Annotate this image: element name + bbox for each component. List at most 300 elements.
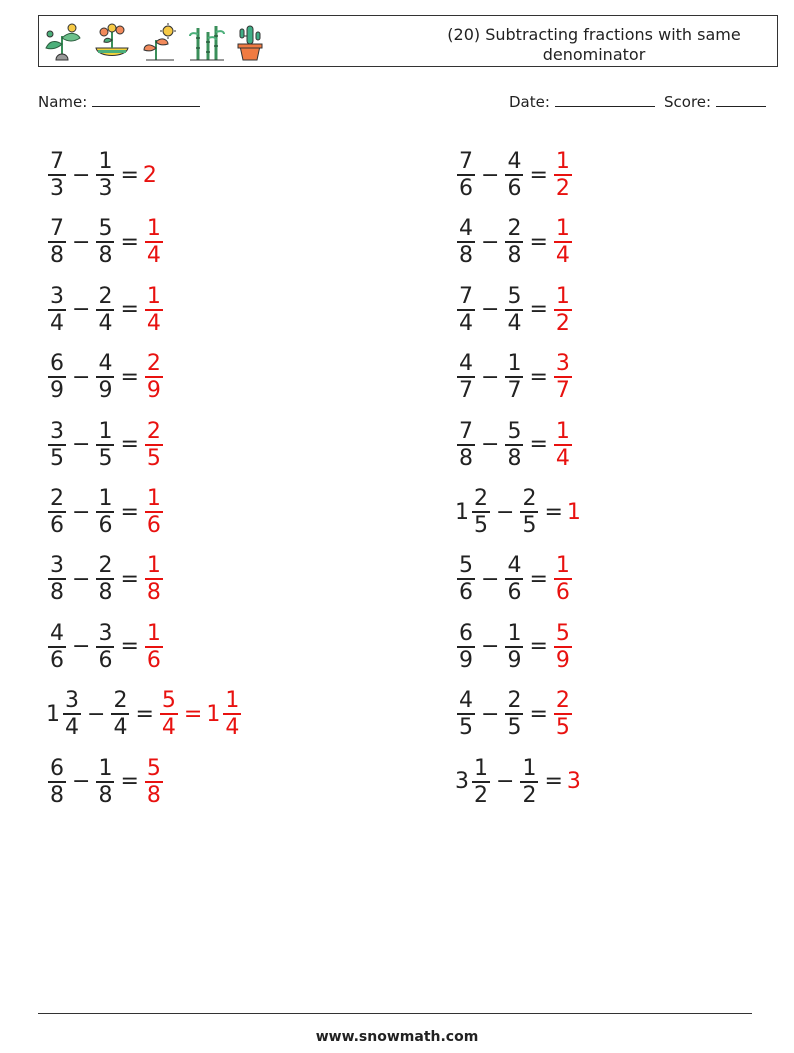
problem — [455, 347, 574, 407]
name-blank[interactable] — [92, 92, 200, 107]
header-icons — [42, 20, 270, 64]
operand-term — [455, 688, 477, 740]
numerator: 5 — [507, 418, 522, 444]
answer-term — [552, 149, 574, 201]
fraction — [145, 486, 163, 538]
denominator: 4 — [507, 310, 522, 336]
numerator: 5 — [459, 553, 473, 579]
problem — [46, 347, 165, 407]
numerator: 2 — [113, 688, 128, 714]
fraction — [457, 688, 475, 740]
minus-sign: − — [72, 634, 91, 660]
minus-sign: − — [481, 162, 500, 188]
problem — [455, 684, 574, 744]
denominator: 8 — [98, 243, 113, 269]
numerator: 2 — [555, 688, 570, 714]
fraction — [145, 621, 163, 673]
whole-number: 2 — [142, 162, 157, 188]
fraction — [457, 419, 475, 471]
operand-term — [94, 284, 116, 336]
flower-bowl-icon — [90, 22, 134, 62]
operand-term — [455, 284, 477, 336]
denominator: 6 — [459, 580, 473, 606]
answer-term — [143, 621, 165, 673]
fraction — [223, 688, 241, 740]
fraction — [457, 149, 475, 201]
operand-term — [94, 621, 116, 673]
problem — [455, 145, 574, 205]
numerator: 4 — [459, 216, 473, 242]
denominator: 7 — [555, 378, 570, 404]
denominator: 4 — [50, 310, 64, 336]
fraction — [96, 149, 114, 201]
fraction — [472, 756, 490, 808]
fraction — [48, 419, 66, 471]
minus-sign: − — [496, 499, 515, 525]
denominator: 5 — [507, 715, 522, 741]
operand-term — [518, 756, 540, 808]
denominator: 9 — [50, 378, 64, 404]
minus-sign: − — [481, 566, 500, 592]
fraction — [48, 284, 66, 336]
denominator: 3 — [50, 176, 64, 201]
fraction — [554, 284, 572, 336]
whole-number: 1 — [566, 499, 581, 525]
equals-sign: = — [544, 499, 563, 525]
answer-term — [552, 419, 574, 471]
equals-sign: = — [183, 701, 203, 727]
minus-sign: − — [72, 364, 91, 390]
denominator: 6 — [507, 176, 522, 201]
minus-sign: − — [72, 499, 91, 525]
fraction — [96, 553, 114, 605]
operand-term — [46, 149, 68, 201]
numerator: 1 — [98, 149, 113, 174]
numerator: 5 — [555, 620, 570, 646]
fraction — [48, 756, 66, 808]
numerator: 7 — [459, 283, 473, 309]
denominator: 9 — [146, 378, 161, 404]
numerator: 1 — [225, 688, 240, 714]
numerator: 7 — [50, 149, 64, 174]
operand-term — [46, 621, 68, 673]
problem — [455, 549, 574, 609]
equals-sign: = — [529, 432, 548, 458]
numerator: 1 — [555, 216, 570, 242]
numerator: 5 — [161, 688, 176, 714]
numerator: 4 — [50, 620, 64, 646]
operand-term — [503, 688, 525, 740]
whole-number: 1 — [46, 701, 60, 727]
fraction — [48, 351, 66, 403]
numerator: 1 — [146, 216, 161, 242]
numerator: 3 — [50, 418, 64, 444]
denominator: 4 — [146, 243, 161, 269]
numerator: 1 — [98, 755, 113, 781]
answer-term — [143, 756, 165, 808]
denominator: 8 — [507, 445, 522, 471]
worksheet-header — [38, 15, 778, 67]
operand-term — [46, 284, 68, 336]
fraction — [554, 621, 572, 673]
numerator: 1 — [555, 418, 570, 444]
fraction — [505, 419, 523, 471]
numerator: 3 — [555, 351, 570, 377]
problem — [46, 280, 165, 340]
operand-term — [503, 419, 525, 471]
denominator: 6 — [146, 513, 161, 538]
denominator: 5 — [459, 715, 473, 741]
numerator: 7 — [459, 418, 473, 444]
denominator: 9 — [507, 647, 522, 673]
whole-number: 3 — [455, 769, 469, 795]
fraction — [505, 621, 523, 673]
operand-term — [503, 553, 525, 605]
denominator: 5 — [98, 445, 113, 471]
operand-term — [455, 553, 477, 605]
numerator: 2 — [98, 283, 113, 309]
fraction — [520, 756, 538, 808]
denominator: 6 — [50, 647, 64, 673]
fraction — [145, 351, 163, 403]
numerator: 1 — [474, 755, 488, 781]
numerator: 1 — [555, 553, 570, 579]
numerator: 1 — [507, 351, 522, 377]
answer-term — [143, 486, 165, 538]
denominator: 5 — [146, 445, 161, 471]
problem — [46, 617, 165, 677]
answer-term — [143, 553, 165, 605]
numerator: 1 — [146, 553, 161, 579]
numerator: 5 — [146, 755, 161, 781]
denominator: 5 — [522, 513, 537, 538]
fraction — [145, 216, 163, 268]
fraction — [505, 351, 523, 403]
fraction — [505, 149, 523, 201]
fraction — [554, 688, 572, 740]
sun-plant-icon — [138, 22, 182, 62]
operand-term — [46, 216, 68, 268]
fraction — [145, 284, 163, 336]
numerator: 3 — [65, 688, 79, 714]
fraction — [554, 419, 572, 471]
bamboo-icon — [186, 22, 226, 62]
fraction — [472, 486, 490, 538]
fraction — [96, 756, 114, 808]
answer-term — [552, 351, 574, 403]
numerator: 5 — [98, 216, 113, 242]
fraction — [505, 216, 523, 268]
answer-term — [552, 216, 574, 268]
date-label: Date: — [509, 93, 550, 111]
operand-term — [94, 553, 116, 605]
fraction — [96, 419, 114, 471]
numerator: 6 — [50, 755, 64, 781]
operand-term — [503, 149, 525, 201]
whole-number: 1 — [455, 499, 469, 525]
fraction — [554, 553, 572, 605]
denominator: 8 — [50, 243, 64, 269]
minus-sign: − — [481, 432, 500, 458]
equals-sign: = — [544, 769, 563, 795]
operand-term — [46, 553, 68, 605]
minus-sign: − — [481, 229, 500, 255]
problem — [455, 617, 574, 677]
denominator: 4 — [555, 243, 570, 269]
operand-term — [46, 688, 83, 740]
fraction — [111, 688, 129, 740]
answer-term — [552, 284, 574, 336]
denominator: 2 — [555, 176, 570, 201]
answer-term — [143, 216, 165, 268]
fraction — [96, 216, 114, 268]
numerator: 2 — [146, 351, 161, 377]
denominator: 6 — [555, 580, 570, 606]
operand-term — [455, 621, 477, 673]
fraction — [145, 553, 163, 605]
denominator: 6 — [98, 647, 113, 673]
denominator: 4 — [161, 715, 176, 741]
footer-divider — [38, 1013, 752, 1014]
denominator: 7 — [507, 378, 522, 404]
fraction — [554, 216, 572, 268]
numerator: 1 — [98, 418, 113, 444]
operand-term — [94, 351, 116, 403]
fraction — [48, 149, 66, 201]
cactus-pot-icon — [230, 22, 270, 62]
score-blank[interactable] — [716, 92, 766, 107]
numerator: 3 — [98, 620, 113, 646]
fraction — [48, 553, 66, 605]
denominator: 4 — [459, 310, 473, 336]
equals-sign: = — [529, 634, 548, 660]
numerator: 1 — [98, 486, 113, 511]
minus-sign: − — [481, 364, 500, 390]
denominator: 4 — [225, 715, 240, 741]
fraction — [160, 688, 178, 740]
numerator: 1 — [555, 149, 570, 174]
operand-term — [46, 351, 68, 403]
denominator: 9 — [555, 647, 570, 673]
denominator: 6 — [146, 647, 161, 673]
numerator: 2 — [146, 418, 161, 444]
denominator: 5 — [555, 715, 570, 741]
denominator: 8 — [146, 580, 161, 606]
fraction — [505, 284, 523, 336]
denominator: 6 — [98, 513, 113, 538]
operand-term — [94, 216, 116, 268]
operand-term — [455, 756, 492, 808]
answer-term — [567, 500, 582, 525]
fraction — [96, 486, 114, 538]
date-blank[interactable] — [555, 92, 655, 107]
equals-sign: = — [120, 364, 139, 390]
denominator: 2 — [474, 782, 488, 808]
problem — [46, 549, 165, 609]
problem — [46, 482, 165, 542]
name-field[interactable] — [38, 92, 200, 111]
fraction — [48, 486, 66, 538]
minus-sign: − — [72, 229, 91, 255]
fraction — [457, 284, 475, 336]
numerator: 1 — [555, 283, 570, 309]
numerator: 1 — [507, 620, 522, 646]
whole-number: 3 — [566, 769, 581, 795]
minus-sign: − — [72, 162, 91, 188]
numerator: 6 — [50, 351, 64, 377]
denominator: 8 — [50, 782, 64, 808]
equals-sign: = — [120, 229, 139, 255]
operand-term — [455, 351, 477, 403]
answer-term — [143, 284, 165, 336]
minus-sign: − — [72, 432, 91, 458]
numerator: 4 — [459, 688, 473, 714]
numerator: 7 — [50, 216, 64, 242]
numerator: 2 — [507, 216, 522, 242]
operand-term — [46, 419, 68, 471]
denominator: 4 — [146, 310, 161, 336]
equals-sign: = — [120, 634, 139, 660]
numerator: 1 — [522, 755, 537, 781]
fraction — [145, 756, 163, 808]
denominator: 6 — [459, 176, 473, 201]
problem — [455, 482, 582, 542]
denominator: 4 — [65, 715, 79, 741]
numerator: 5 — [507, 283, 522, 309]
equals-sign: = — [529, 162, 548, 188]
denominator: 8 — [459, 243, 473, 269]
fraction — [457, 216, 475, 268]
operand-term — [503, 216, 525, 268]
problem — [46, 145, 158, 205]
numerator: 1 — [146, 283, 161, 309]
operand-term — [94, 419, 116, 471]
denominator: 3 — [98, 176, 113, 201]
fraction — [96, 284, 114, 336]
denominator: 8 — [98, 782, 113, 808]
problem — [46, 415, 165, 475]
footer-url: www.snowmath.com — [315, 1029, 479, 1045]
score-field[interactable] — [664, 92, 766, 111]
fraction — [48, 621, 66, 673]
denominator: 2 — [555, 310, 570, 336]
denominator: 6 — [507, 580, 522, 606]
denominator: 8 — [50, 580, 64, 606]
answer-term — [567, 769, 582, 794]
numerator: 3 — [50, 283, 64, 309]
numerator: 3 — [50, 553, 64, 579]
minus-sign: − — [72, 297, 91, 323]
numerator: 2 — [474, 486, 488, 511]
operand-term — [109, 688, 131, 740]
fraction — [520, 486, 538, 538]
answer-term — [552, 621, 574, 673]
answer-term — [552, 553, 574, 605]
fraction — [96, 621, 114, 673]
worksheet-title: (20) Subtracting fractions with same denominator — [447, 25, 741, 64]
problem — [46, 684, 243, 744]
numerator: 4 — [507, 553, 522, 579]
problem — [455, 212, 574, 272]
answer-term — [143, 163, 158, 188]
minus-sign: − — [481, 297, 500, 323]
operand-term — [503, 284, 525, 336]
fraction — [554, 351, 572, 403]
denominator: 4 — [113, 715, 128, 741]
numerator: 2 — [98, 553, 113, 579]
denominator: 7 — [459, 378, 473, 404]
operand-term — [455, 419, 477, 471]
operand-term — [455, 486, 492, 538]
numerator: 1 — [146, 620, 161, 646]
operand-term — [503, 621, 525, 673]
fraction — [457, 553, 475, 605]
minus-sign: − — [496, 769, 515, 795]
minus-sign: − — [481, 701, 500, 727]
fraction — [48, 216, 66, 268]
problem — [455, 752, 582, 812]
fraction — [554, 149, 572, 201]
operand-term — [455, 216, 477, 268]
denominator: 8 — [459, 445, 473, 471]
equals-sign: = — [120, 162, 139, 188]
fraction — [505, 688, 523, 740]
answer-term — [158, 688, 180, 740]
equals-sign: = — [529, 701, 548, 727]
name-label: Name: — [38, 93, 88, 111]
denominator: 8 — [507, 243, 522, 269]
fraction — [457, 351, 475, 403]
operand-term — [518, 486, 540, 538]
date-field[interactable] — [509, 92, 655, 111]
operand-term — [503, 351, 525, 403]
equals-sign: = — [120, 566, 139, 592]
answer-term — [143, 351, 165, 403]
minus-sign: − — [481, 634, 500, 660]
fraction — [96, 351, 114, 403]
operand-term — [94, 486, 116, 538]
numerator: 7 — [459, 149, 473, 174]
answer-term — [143, 419, 165, 471]
denominator: 9 — [459, 647, 473, 673]
denominator: 6 — [50, 513, 64, 538]
numerator: 2 — [507, 688, 522, 714]
equals-sign: = — [529, 297, 548, 323]
operand-term — [46, 486, 68, 538]
fraction — [457, 621, 475, 673]
numerator: 4 — [507, 149, 522, 174]
numerator: 6 — [459, 620, 473, 646]
equals-sign: = — [529, 364, 548, 390]
denominator: 8 — [146, 782, 161, 808]
equals-sign: = — [120, 499, 139, 525]
operand-term — [94, 756, 116, 808]
operand-term — [455, 149, 477, 201]
numerator: 4 — [459, 351, 473, 377]
plant-sprout-icon — [42, 22, 86, 62]
fraction — [505, 553, 523, 605]
answer-term — [552, 688, 574, 740]
minus-sign: − — [72, 769, 91, 795]
equals-sign: = — [120, 432, 139, 458]
problem — [455, 280, 574, 340]
answer-term — [206, 688, 243, 740]
minus-sign: − — [72, 566, 91, 592]
problem — [46, 752, 165, 812]
numerator: 2 — [522, 486, 537, 511]
denominator: 2 — [522, 782, 537, 808]
fraction — [63, 688, 81, 740]
